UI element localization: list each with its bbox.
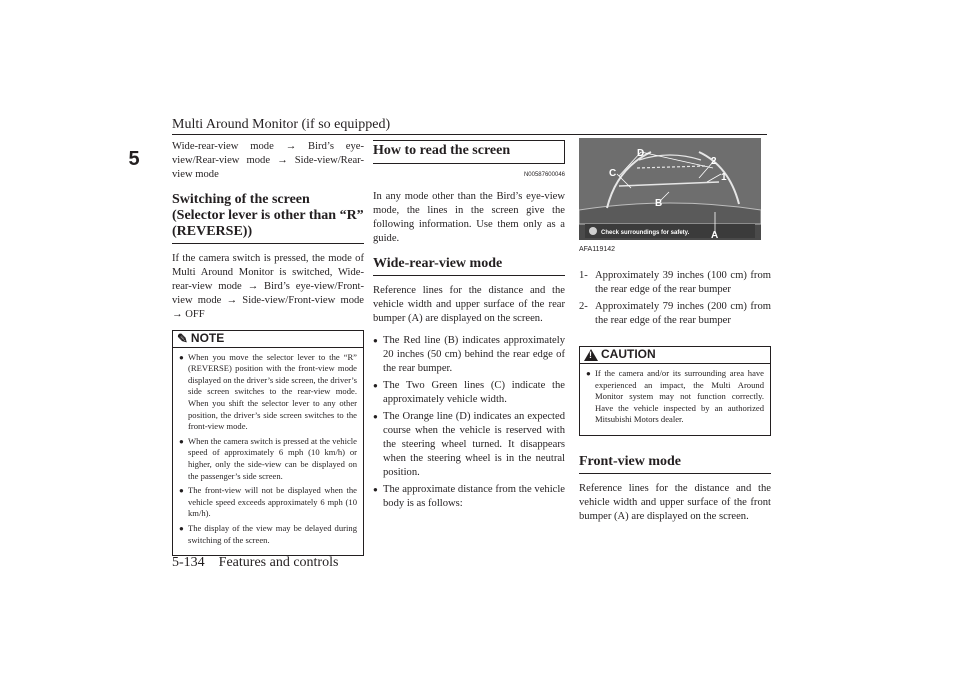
rear-camera-illustration	[579, 138, 761, 240]
section-heading-front-view: Front-view mode	[579, 454, 771, 474]
distance-list	[579, 269, 771, 328]
distance-item-text: Approximately 79 inches (200 cm) from the rear edge of the rear bumper	[595, 301, 771, 326]
distance-item	[579, 269, 771, 297]
figure-label-a: A	[711, 230, 719, 240]
note-item: ● The front-view will not be displayed when the vehicle speed exceeds approximately 6 mph (10 km/h).	[179, 485, 357, 520]
reference-line-item: ● The approximate distance from the vehicle body is as follows:	[373, 483, 565, 511]
note-item: ● When the camera switch is pressed at the vehicle speed of approximately 6 mph (10 km/h) or higher, only the side-view can be displayed on the passenger’s side screen.	[179, 436, 357, 482]
caution-box	[579, 346, 771, 436]
chapter-number: 5	[123, 147, 145, 171]
figure-screen-text: Check surroundings for safety.	[601, 230, 690, 236]
note-icon: ✎	[177, 331, 188, 346]
wide-rear-view-paragraph: Reference lines for the distance and the vehicle width and upper surface of the rear bumper (A) are displayed on the screen.	[373, 285, 565, 324]
caution-header	[580, 347, 770, 364]
footer-section: Features and controls	[218, 555, 339, 570]
reference-line-list	[373, 334, 565, 511]
switching-paragraph: If the camera switch is pressed, the mode of Multi Around Monitor is switched, Wide-rear-view mode → Bird’s eye-view/Front-view mode → Side-view/Front-view mode → OFF	[172, 253, 364, 320]
caution-list	[586, 368, 764, 426]
reference-line-item: ● The Orange line (D) indicates an expected course when the vehicle is reserved with the steering wheel turned. It disappears when the steering wheel is in the neutral position.	[373, 410, 565, 480]
caution-item: ● If the camera and/or its surrounding area have experienced an impact, the Multi Around Monitor system may not function correctly. Have the vehicle inspected by an authorized Mitsubishi Motors dealer.	[586, 368, 764, 426]
note-list	[179, 352, 357, 547]
distance-item-number: 2-	[579, 301, 588, 312]
front-view-paragraph: Reference lines for the distance and the vehicle width and upper surface of the front bumper (A) are displayed on the screen.	[579, 482, 771, 522]
note-item: ● The display of the view may be delayed during switching of the screen.	[179, 523, 357, 546]
distance-item-number: 1-	[579, 270, 588, 281]
section-heading-how-to-read: How to read the screen	[373, 140, 565, 164]
distance-item	[579, 300, 771, 328]
mode-sequence-rear: Wide-rear-view mode → Bird’s eye-view/Rear-view mode → Side-view/Rear-view mode	[172, 141, 364, 180]
figure-label-b: B	[655, 198, 663, 209]
header-rule	[172, 134, 767, 135]
figure-label-c: C	[609, 168, 617, 179]
document-code: N00587600046	[523, 172, 565, 178]
column-1	[172, 140, 364, 556]
warning-triangle-icon	[584, 349, 598, 361]
column-2	[373, 140, 565, 514]
section-heading-wide-rear-view: Wide-rear-view mode	[373, 256, 565, 276]
note-header	[173, 331, 363, 348]
page-header-title: Multi Around Monitor (if so equipped)	[172, 117, 391, 132]
page-number: 5-134	[172, 555, 205, 570]
note-item: ● When you move the selector lever to the “R” (REVERSE) position with the front-view mode displayed on the driver’s side screen, the driver’s side screen switches to the rear-view mode. When you shift the selector lever to any other position, the driver’s side screen switches to the front-view mode.	[179, 352, 357, 433]
page-footer	[172, 555, 338, 571]
figure-label-d: D	[637, 148, 645, 159]
figure-id: AFA119142	[579, 246, 616, 253]
column-3	[579, 140, 771, 532]
figure-label-2: 2	[711, 156, 717, 167]
distance-item-text: Approximately 39 inches (100 cm) from the rear edge of the rear bumper	[595, 270, 771, 295]
reference-line-item: ● The Two Green lines (C) indicate the approximately vehicle width.	[373, 379, 565, 407]
note-title: NOTE	[190, 331, 225, 345]
how-to-read-paragraph: In any mode other than the Bird’s eye-view mode, the lines in the screen give the following information. Use them only as a guide.	[373, 191, 565, 244]
reference-line-item: ● The Red line (B) indicates approximately 20 inches (50 cm) behind the rear edge of the rear bumper.	[373, 334, 565, 376]
rear-camera-figure	[579, 138, 761, 240]
caution-title: CAUTION	[601, 347, 656, 362]
figure-label-1: 1	[721, 172, 727, 183]
section-heading-switching: Switching of the screen (Selector lever is other than “R” (REVERSE))	[172, 192, 364, 244]
note-box	[172, 330, 364, 556]
